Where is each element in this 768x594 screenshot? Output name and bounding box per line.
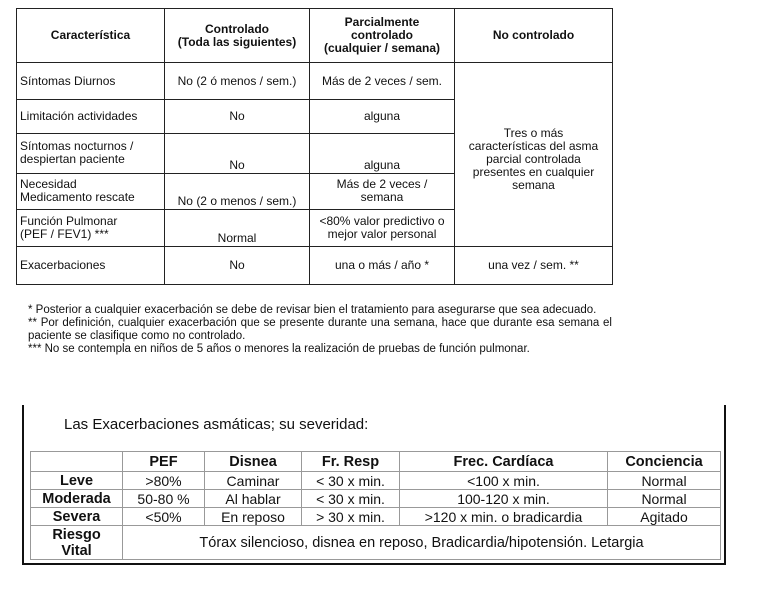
cell-line: Más de 2 veces /: [336, 177, 428, 192]
cell-line: semana: [360, 190, 404, 205]
cell-line: alguna: [363, 157, 401, 172]
table-cell: Normal: [608, 472, 721, 490]
header-line: controlado: [351, 28, 413, 43]
table-cell: Caminar: [205, 472, 302, 490]
header-cell: [31, 452, 123, 472]
severity-panel: [22, 405, 726, 565]
controlled-cell: Normal: [165, 209, 310, 246]
label-line: Riesgo: [52, 526, 101, 543]
severity-table: [30, 451, 721, 560]
table-row: [31, 490, 721, 508]
header-controlled: [165, 9, 310, 63]
table-cell: Agitado: [608, 508, 721, 526]
header-line: Controlado: [205, 21, 269, 36]
cell-line: Tres o más: [503, 125, 564, 140]
partial-cell: [310, 100, 455, 134]
table-cell: > 30 x min.: [302, 508, 400, 526]
label-line: (PEF / FEV1) ***: [20, 226, 109, 241]
table-cell: >80%: [123, 472, 205, 490]
table-row: [17, 63, 613, 100]
table-cell: >120 x min. o bradicardia: [400, 508, 608, 526]
header-line: Característica: [50, 28, 131, 43]
table-cell: < 30 x min.: [302, 472, 400, 490]
cell-line: <80% valor predictivo o: [319, 213, 445, 228]
table-cell: 50-80 %: [123, 490, 205, 508]
controlled-cell: No: [165, 246, 310, 284]
partial-cell: [310, 63, 455, 100]
header-cell: Frec. Cardíaca: [400, 452, 608, 472]
severity-header-row: [31, 452, 721, 472]
row-label: [17, 134, 165, 173]
table-row: [31, 472, 721, 490]
header-cell: Disnea: [205, 452, 302, 472]
cell-line: Más de 2 veces / sem.: [321, 73, 443, 88]
uncontrolled-cell: una vez / sem. **: [455, 246, 613, 284]
header-line: Parcialmente: [344, 15, 420, 30]
header-line: No controlado: [492, 28, 575, 43]
label-line: Necesidad: [20, 177, 77, 192]
label-line: Medicamento rescate: [20, 190, 135, 205]
controlled-cell: No: [165, 134, 310, 173]
table-cell: < 30 x min.: [302, 490, 400, 508]
label-line: despiertan paciente: [20, 152, 125, 167]
cell-line: parcial controlada: [486, 151, 581, 166]
label-line: Limitación actividades: [20, 109, 138, 124]
row-label: Severa: [31, 508, 123, 526]
row-label: Leve: [31, 472, 123, 490]
table-row: [17, 246, 613, 284]
header-characteristic: [17, 9, 165, 63]
cell-line: mejor valor personal: [327, 226, 437, 241]
table-cell: 100-120 x min.: [400, 490, 608, 508]
table-cell: En reposo: [205, 508, 302, 526]
header-cell: PEF: [123, 452, 205, 472]
row-label: [17, 209, 165, 246]
footnote: * Posterior a cualquier exacerbación se debe de revisar bien el tratamiento para asegurarse que sea adecuado.: [28, 304, 597, 316]
partial-cell: [310, 173, 455, 209]
partial-cell: [310, 134, 455, 173]
label-line: Vital: [61, 542, 92, 559]
vital-risk-cell: Tórax silencioso, disnea en reposo, Bradicardia/hipotensión. Letargia: [123, 526, 721, 560]
table-cell: <100 x min.: [400, 472, 608, 490]
header-partial: [310, 9, 455, 63]
row-label: [17, 100, 165, 134]
partial-cell: una o más / año *: [310, 246, 455, 284]
table-cell: Normal: [608, 490, 721, 508]
table-cell: <50%: [123, 508, 205, 526]
label-line: Función Pulmonar: [20, 213, 118, 228]
row-label: Exacerbaciones: [17, 246, 165, 284]
header-cell: Conciencia: [608, 452, 721, 472]
controlled-cell: No (2 o menos / sem.): [165, 173, 310, 209]
row-label: [17, 173, 165, 209]
cell-line: alguna: [363, 109, 401, 124]
severity-title: Las Exacerbaciones asmáticas; su severidad:: [64, 416, 369, 433]
partial-cell: [310, 209, 455, 246]
row-label: [31, 526, 123, 560]
controlled-cell: No: [165, 100, 310, 134]
header-uncontrolled: [455, 9, 613, 63]
header-line: (Toda las siguientes): [177, 34, 297, 49]
cell-line: características del asma: [468, 138, 599, 153]
uncontrolled-merged-cell: [455, 63, 613, 247]
cell-line: presentes en cualquier: [472, 164, 595, 179]
table-row: [31, 508, 721, 526]
footnote: *** No se contempla en niños de 5 años o menores la realización de pruebas de función pulmonar.: [28, 343, 530, 355]
table-row: [31, 526, 721, 560]
cell-line: semana: [512, 177, 555, 192]
label-line: Síntomas nocturnos /: [20, 139, 134, 154]
asthma-control-table: [16, 8, 613, 285]
control-header-row: [17, 9, 613, 63]
footnote: ** Por definición, cualquier exacerbación que se presente durante una semana, hace que durante esa semana el paciente se clasifique como no controlado.: [28, 317, 612, 342]
table-cell: Al hablar: [205, 490, 302, 508]
controlled-cell: No (2 ó menos / sem.): [165, 63, 310, 100]
row-label: [17, 63, 165, 100]
header-line: (cualquier / semana): [323, 41, 441, 56]
row-label: Moderada: [31, 490, 123, 508]
header-cell: Fr. Resp: [302, 452, 400, 472]
label-line: Síntomas Diurnos: [20, 73, 116, 88]
footnotes: [28, 304, 612, 356]
